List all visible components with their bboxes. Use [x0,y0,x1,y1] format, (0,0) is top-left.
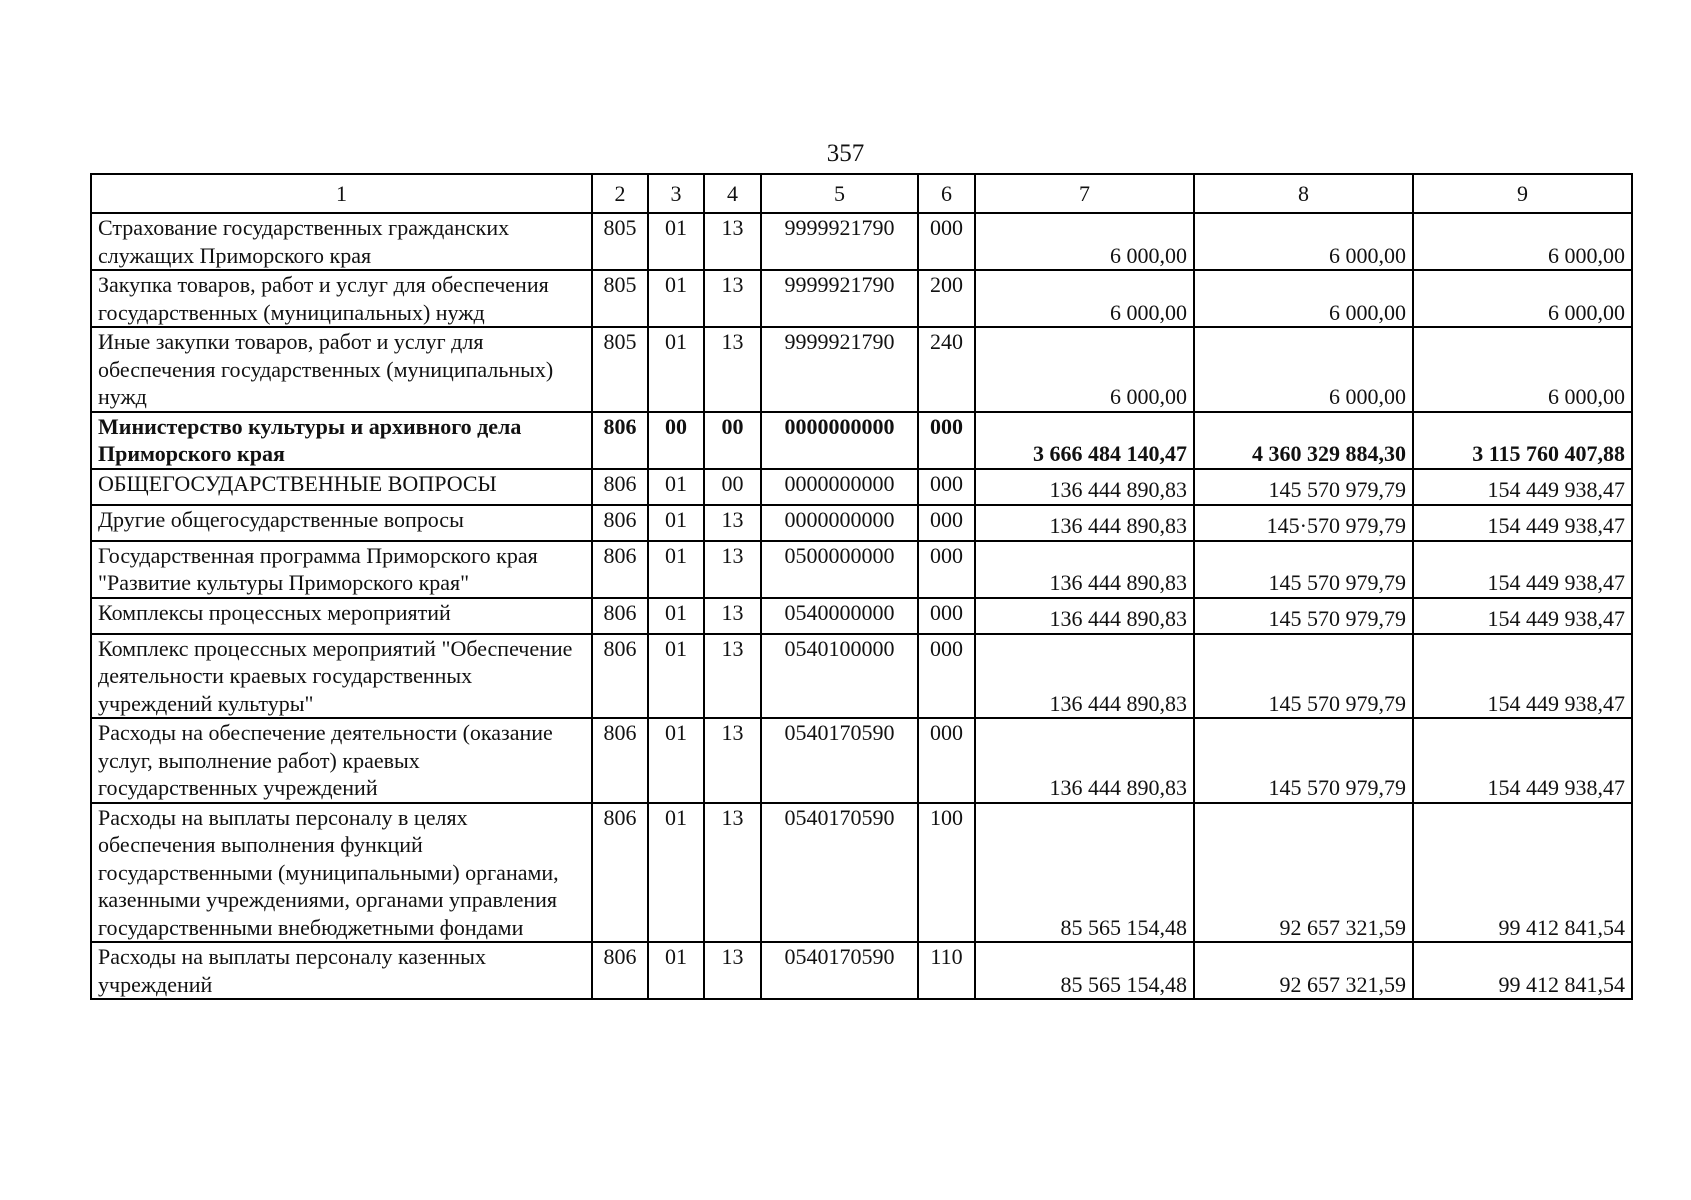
expense-name: Страхование государственных гражданских служащих Приморского края [91,213,592,270]
target-article-code: 9999921790 [761,213,918,270]
ministry-code: 805 [592,270,648,327]
expense-name: Комплексы процессных мероприятий [91,598,592,634]
amount-col7: 85 565 154,48 [975,942,1194,999]
section-code: 01 [648,942,704,999]
section-code: 01 [648,213,704,270]
section-code: 01 [648,718,704,803]
amount-col7: 136 444 890,83 [975,598,1194,634]
amount-col8: 6 000,00 [1194,327,1413,412]
expense-type-code: 000 [918,634,975,719]
section-code: 01 [648,634,704,719]
expense-name: Иные закупки товаров, работ и услуг для обеспечения государственных (муниципальных) нужд [91,327,592,412]
amount-col8: 92 657 321,59 [1194,803,1413,943]
amount-col9: 3 115 760 407,88 [1413,412,1632,469]
ministry-code: 806 [592,505,648,541]
subsection-code: 13 [704,270,761,327]
table-row [91,803,1632,943]
section-code: 01 [648,469,704,505]
expense-type-code: 000 [918,718,975,803]
amount-col8: 6 000,00 [1194,213,1413,270]
expense-name: Расходы на выплаты персоналу казенных учреждений [91,942,592,999]
subsection-code: 13 [704,942,761,999]
column-number: 2 [592,174,648,213]
amount-col9: 154 449 938,47 [1413,598,1632,634]
column-number: 3 [648,174,704,213]
table-row [91,213,1632,270]
subsection-code: 13 [704,213,761,270]
amount-col7: 136 444 890,83 [975,718,1194,803]
target-article-code: 0540170590 [761,803,918,943]
expense-name: Расходы на обеспечение деятельности (оказание услуг, выполнение работ) краевых государственных учреждений [91,718,592,803]
amount-col9: 6 000,00 [1413,270,1632,327]
column-number: 7 [975,174,1194,213]
amount-col8: 92 657 321,59 [1194,942,1413,999]
amount-col7: 136 444 890,83 [975,469,1194,505]
target-article-code: 0540170590 [761,942,918,999]
subsection-code: 13 [704,327,761,412]
expense-type-code: 240 [918,327,975,412]
amount-col7: 136 444 890,83 [975,541,1194,598]
table-row [91,718,1632,803]
target-article-code: 9999921790 [761,327,918,412]
budget-table-container [90,173,1633,1000]
target-article-code: 0540170590 [761,718,918,803]
ministry-code: 806 [592,469,648,505]
ministry-code: 806 [592,634,648,719]
amount-col9: 99 412 841,54 [1413,803,1632,943]
subsection-code: 13 [704,505,761,541]
subsection-code: 13 [704,803,761,943]
amount-col8: 4 360 329 884,30 [1194,412,1413,469]
section-code: 01 [648,598,704,634]
expense-type-code: 000 [918,541,975,598]
section-code: 01 [648,803,704,943]
ministry-code: 806 [592,718,648,803]
section-code: 00 [648,412,704,469]
target-article-code: 0000000000 [761,412,918,469]
ministry-code: 806 [592,803,648,943]
ministry-code: 806 [592,412,648,469]
column-number-row [91,174,1632,213]
table-row [91,505,1632,541]
expense-name: Государственная программа Приморского края "Развитие культуры Приморского края" [91,541,592,598]
expense-type-code: 200 [918,270,975,327]
expense-name: Расходы на выплаты персоналу в целях обеспечения выполнения функций государственными (муниципальными) органами, казенными учреждениями, органами управления государственными внебюджетными фондами [91,803,592,943]
amount-col9: 6 000,00 [1413,327,1632,412]
amount-col8: 6 000,00 [1194,270,1413,327]
table-row [91,469,1632,505]
amount-col7: 6 000,00 [975,327,1194,412]
target-article-code: 0000000000 [761,505,918,541]
amount-col9: 154 449 938,47 [1413,469,1632,505]
amount-col9: 154 449 938,47 [1413,634,1632,719]
amount-col7: 136 444 890,83 [975,505,1194,541]
amount-col9: 154 449 938,47 [1413,505,1632,541]
target-article-code: 0500000000 [761,541,918,598]
subsection-code: 13 [704,718,761,803]
expense-type-code: 000 [918,505,975,541]
column-number: 4 [704,174,761,213]
amount-col7: 136 444 890,83 [975,634,1194,719]
amount-col9: 154 449 938,47 [1413,541,1632,598]
expense-type-code: 110 [918,942,975,999]
ministry-code: 805 [592,327,648,412]
ministry-code: 805 [592,213,648,270]
expense-name: Закупка товаров, работ и услуг для обеспечения государственных (муниципальных) нужд [91,270,592,327]
target-article-code: 0540000000 [761,598,918,634]
subsection-code: 00 [704,469,761,505]
amount-col9: 154 449 938,47 [1413,718,1632,803]
amount-col9: 6 000,00 [1413,213,1632,270]
amount-col8: 145·570 979,79 [1194,505,1413,541]
subsection-code: 13 [704,541,761,598]
target-article-code: 9999921790 [761,270,918,327]
amount-col7: 6 000,00 [975,213,1194,270]
table-row-ministry-total [91,412,1632,469]
expense-name: ОБЩЕГОСУДАРСТВЕННЫЕ ВОПРОСЫ [91,469,592,505]
expense-type-code: 000 [918,412,975,469]
table-row [91,598,1632,634]
subsection-code: 13 [704,598,761,634]
table-row [91,327,1632,412]
page-number: 357 [826,140,865,167]
target-article-code: 0000000000 [761,469,918,505]
amount-col8: 145 570 979,79 [1194,718,1413,803]
expense-type-code: 000 [918,469,975,505]
table-row [91,942,1632,999]
amount-col8: 145 570 979,79 [1194,469,1413,505]
subsection-code: 00 [704,412,761,469]
column-number: 5 [761,174,918,213]
expense-name: Другие общегосударственные вопросы [91,505,592,541]
subsection-code: 13 [704,634,761,719]
ministry-code: 806 [592,942,648,999]
section-code: 01 [648,270,704,327]
section-code: 01 [648,505,704,541]
table-row [91,541,1632,598]
budget-table [90,173,1633,1000]
expense-type-code: 000 [918,213,975,270]
table-row [91,270,1632,327]
amount-col7: 6 000,00 [975,270,1194,327]
ministry-code: 806 [592,541,648,598]
amount-col8: 145 570 979,79 [1194,634,1413,719]
target-article-code: 0540100000 [761,634,918,719]
column-number: 8 [1194,174,1413,213]
column-number: 6 [918,174,975,213]
amount-col7: 85 565 154,48 [975,803,1194,943]
expense-type-code: 100 [918,803,975,943]
amount-col9: 99 412 841,54 [1413,942,1632,999]
section-code: 01 [648,541,704,598]
ministry-code: 806 [592,598,648,634]
expense-type-code: 000 [918,598,975,634]
section-code: 01 [648,327,704,412]
amount-col7: 3 666 484 140,47 [975,412,1194,469]
column-number: 1 [91,174,592,213]
amount-col8: 145 570 979,79 [1194,598,1413,634]
table-row [91,634,1632,719]
expense-name: Комплекс процессных мероприятий "Обеспечение деятельности краевых государственных учреждений культуры" [91,634,592,719]
amount-col8: 145 570 979,79 [1194,541,1413,598]
expense-name: Министерство культуры и архивного дела Приморского края [91,412,592,469]
column-number: 9 [1413,174,1632,213]
